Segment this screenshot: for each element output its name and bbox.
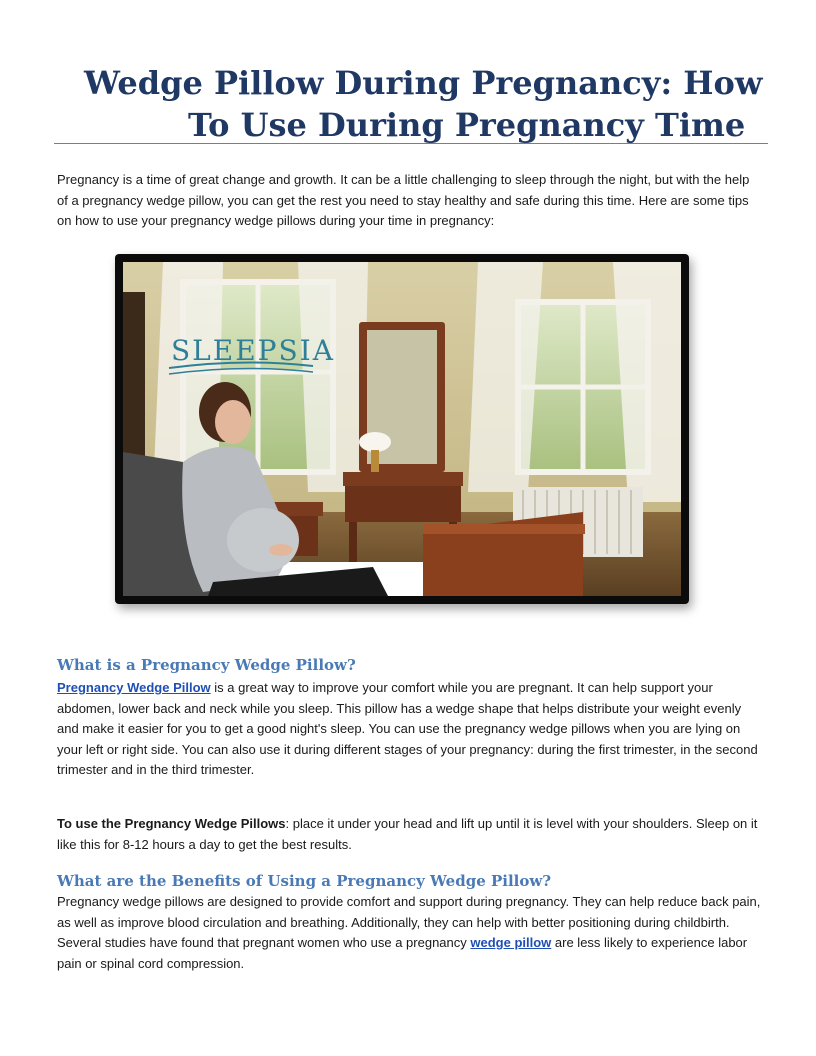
title-underline [54,143,768,144]
usage-bold-lead: To use the Pregnancy Wedge Pillows [57,816,286,831]
pregnancy-wedge-pillow-link[interactable]: Pregnancy Wedge Pillow [57,680,211,695]
what-paragraph [57,678,763,781]
benefits-paragraph [57,892,763,974]
intro-paragraph: Pregnancy is a time of great change and growth. It can be a little challenging to sleep through the night, but with the help of a pregnancy wedge pillow, you can get the rest you need to stay healthy and safe during this time. Here are some tips on how to use your pregnancy wedge pillows during your time in pregnancy: [57,172,750,228]
usage-text: : place it under your head and lift up until it is level with your shoulders. Sleep on it like this for 8-12 hours a day to get the best results. [57,816,758,852]
usage-paragraph [57,814,763,855]
what-text-b: and make it easier for you to get a good night's sleep. You can use the pregnancy wedge pillows when you are lying on your left or right side. You can also use it during different stages of your pregnancy: during the first trimester, in the second trimester and in the third trimester. [57,721,758,777]
wedge-pillow-link[interactable]: wedge pillow [470,935,552,950]
what-text-a: is a great way to improve your comfort while you are pregnant. It can help support your abdomen, lower back and neck while you sleep. This pillow has a wedge shape that helps distribute your weight evenly [57,680,742,716]
section-heading-benefits: What are the Benefits of Using a Pregnancy Wedge Pillow? [57,872,552,890]
section-heading-what: What is a Pregnancy Wedge Pillow? [57,656,356,674]
page-title-line-2: To Use During Pregnancy Time [188,106,746,144]
page-title [54,62,768,146]
benefits-text-b: are less likely to experience labor pain or spinal cord compression. [57,935,748,971]
hero-image-frame [115,254,689,604]
hero-image [123,262,681,596]
sleepsia-logo: SLEEPSIA [171,334,335,367]
benefits-text-a: Pregnancy wedge pillows are designed to provide comfort and support during pregnancy. They can help reduce back pain, as well as improve blood circulation and breathing. Additionally, they can help with better positioning during childbirth. Several studies have found that pregnant women who use a pregnancy [57,894,761,950]
bedroom-photo [123,262,681,596]
page-title-line-1: Wedge Pillow During Pregnancy: How [84,64,763,102]
